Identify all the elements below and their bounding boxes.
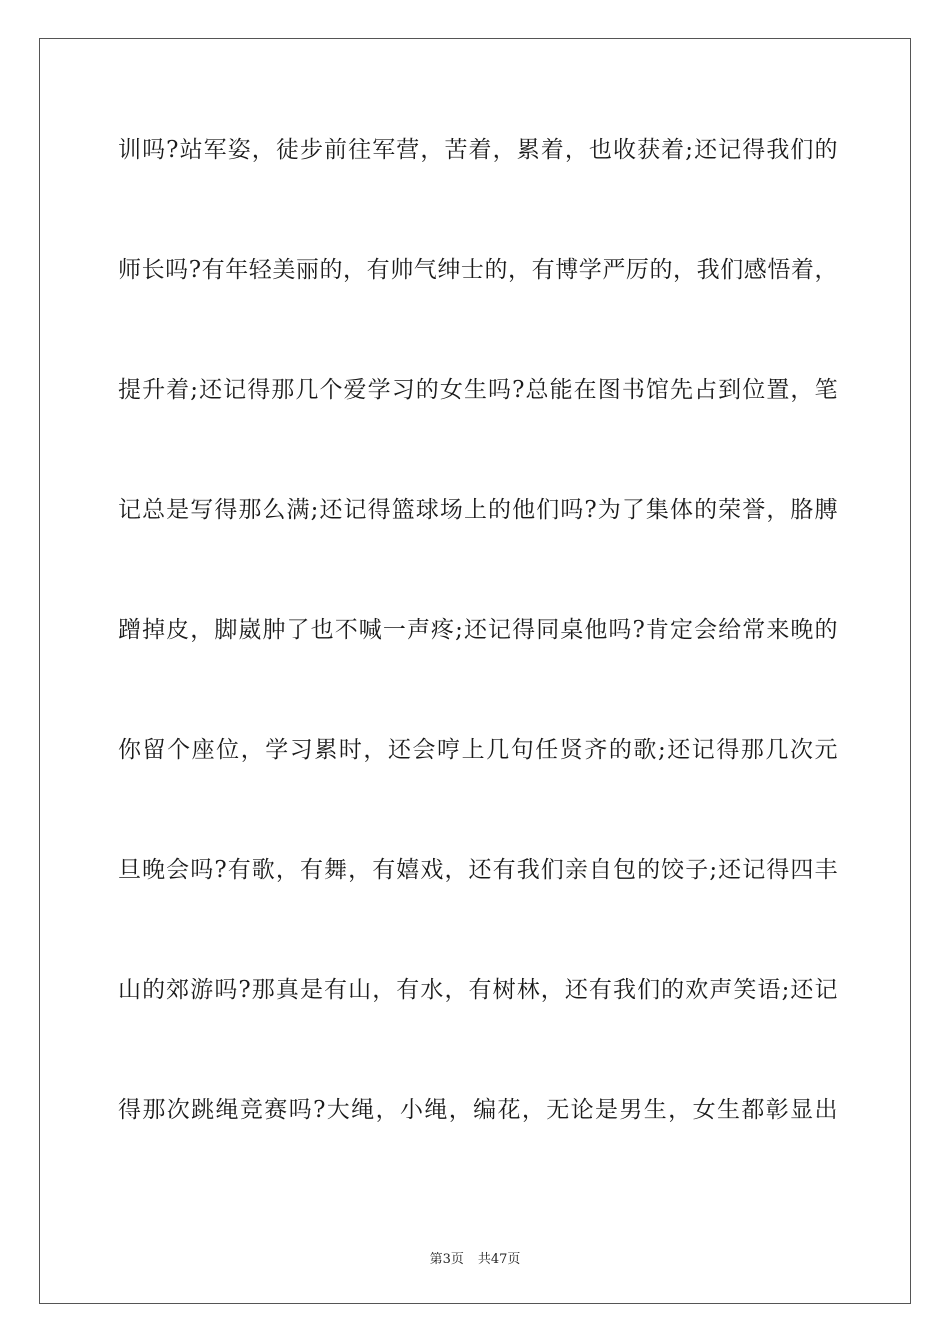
- text-line-9: 得那次跳绳竞赛吗?大绳，小绳，编花，无论是男生，女生都彰显出: [118, 1097, 838, 1123]
- text-line-2: 师长吗?有年轻美丽的，有帅气绅士的，有博学严厉的，我们感悟着，: [118, 257, 838, 283]
- text-line-6: 你留个座位，学习累时，还会哼上几句任贤齐的歌;还记得那几次元: [118, 737, 838, 763]
- text-line-5: 蹭掉皮，脚崴肿了也不喊一声疼;还记得同桌他吗?肯定会给常来晚的: [118, 617, 838, 643]
- text-line-3: 提升着;还记得那几个爱学习的女生吗?总能在图书馆先占到位置，笔: [118, 377, 838, 403]
- text-line-4: 记总是写得那么满;还记得篮球场上的他们吗?为了集体的荣誉，胳膊: [118, 497, 838, 523]
- text-line-8: 山的郊游吗?那真是有山，有水，有树林，还有我们的欢声笑语;还记: [118, 977, 838, 1003]
- text-line-1: 训吗?站军姿，徒步前往军营，苦着，累着，也收获着;还记得我们的: [118, 137, 838, 163]
- page-footer: [0, 1248, 950, 1267]
- document-body: [118, 120, 838, 1200]
- text-line-7: 旦晚会吗?有歌，有舞，有嬉戏，还有我们亲自包的饺子;还记得四丰: [118, 857, 838, 883]
- page-number: 第3页: [429, 1252, 464, 1267]
- page-total: 共47页: [477, 1252, 521, 1267]
